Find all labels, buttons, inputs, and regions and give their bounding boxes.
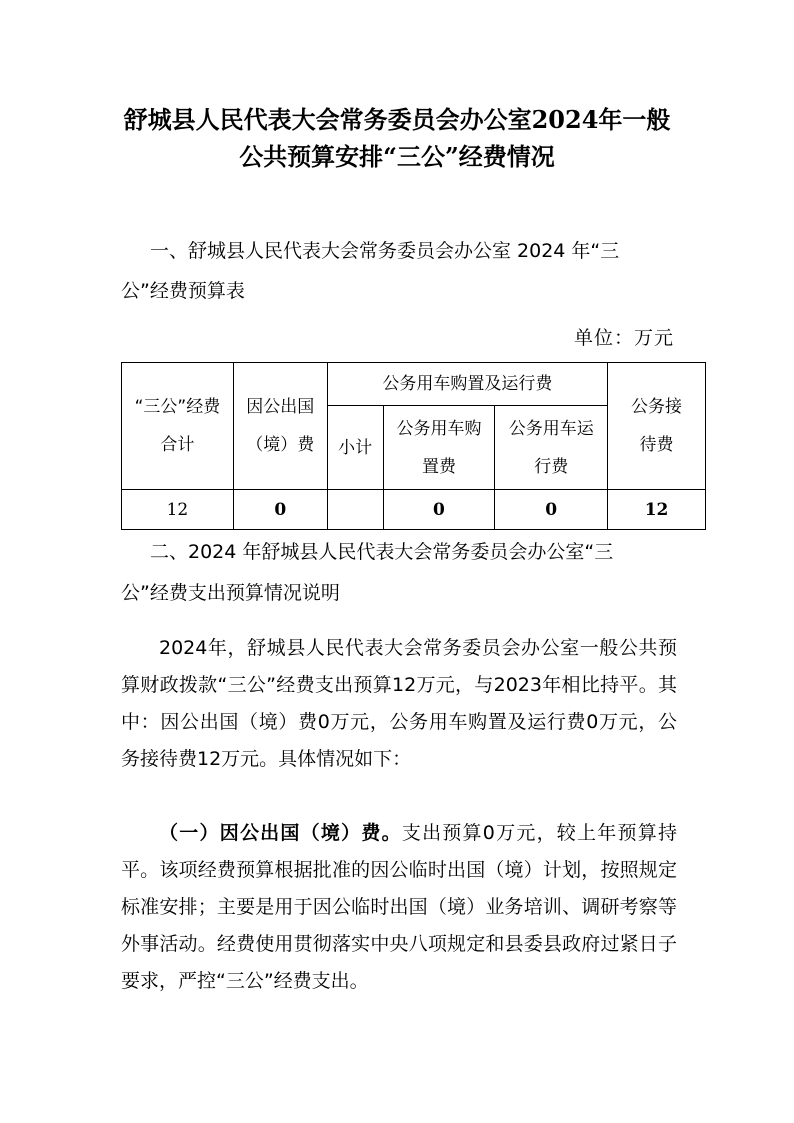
- cell-vehicle-purchase: 0: [383, 490, 495, 530]
- unit-label: 单位：万元: [573, 327, 674, 349]
- cell-vehicle-operation: 0: [495, 490, 608, 530]
- header-vehicle-subtotal: 小计: [327, 406, 383, 490]
- cell-abroad: 0: [233, 490, 327, 530]
- document-title-line1: 舒城县人民代表大会常务委员会办公室2024年一般: [123, 105, 671, 134]
- budget-table: [121, 362, 706, 530]
- paragraph-abroad-lead: （一）因公出国（境）费。: [159, 822, 402, 844]
- header-total: “三公”经费合计: [122, 363, 234, 490]
- cell-vehicle-subtotal: [327, 490, 383, 530]
- section2-heading-line1: 二、2024 年舒城县人民代表大会常务委员会办公室“三: [150, 541, 614, 563]
- section1-heading-line1: 一、舒城县人民代表大会常务委员会办公室 2024 年“三: [150, 240, 620, 262]
- header-vehicle-operation: 公务用车运行费: [495, 406, 608, 490]
- header-abroad: 因公出国（境）费: [233, 363, 327, 490]
- paragraph-abroad: [121, 815, 677, 1000]
- paragraph-abroad-body: 支出预算0万元，较上年预算持平。该项经费预算根据批准的因公临时出国（境）计划，按照规定标准安排；主要是用于因公临时出国（境）业务培训、调研考察等外事活动。经费使用贯彻落实中央八项规定和县委县政府过紧日子要求，严控“三公”经费支出。: [121, 822, 677, 992]
- cell-total: 12: [122, 490, 234, 530]
- document-title-line2: 公共预算安排“三公”经费情况: [239, 142, 555, 171]
- section2-heading-line2: 公”经费支出预算情况说明: [121, 582, 340, 604]
- paragraph-overview: 2024年，舒城县人民代表大会常务委员会办公室一般公共预算财政拨款“三公”经费支出预算12万元，与2023年相比持平。其中：因公出国（境）费0万元，公务用车购置及运行费0万元，公务接待费12万元。具体情况如下：: [121, 637, 677, 770]
- header-vehicle-group: 公务用车购置及运行费: [327, 363, 607, 406]
- section1-heading-line2: 公”经费预算表: [121, 280, 245, 302]
- header-reception: 公务接待费: [608, 363, 706, 490]
- cell-reception: 12: [608, 490, 706, 530]
- header-vehicle-purchase: 公务用车购置费: [383, 406, 495, 490]
